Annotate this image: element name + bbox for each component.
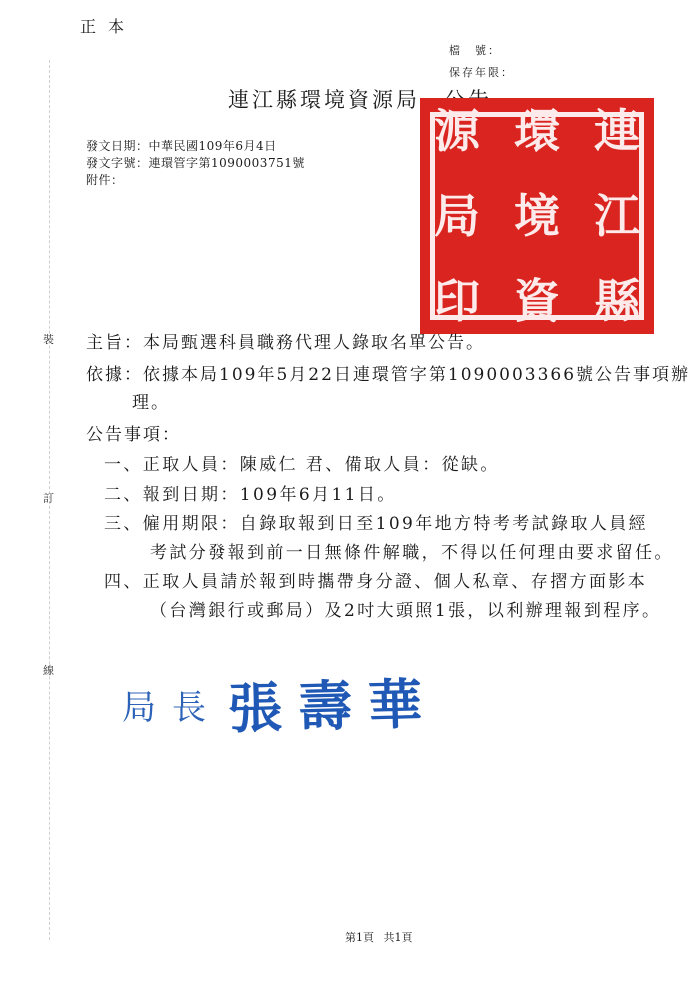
basis-line: 依據：依據本局109年5月22日連環管字第1090003366號公告事項辦 (86, 365, 691, 385)
seal-char: 江 (594, 189, 640, 243)
seal-char: 印 (434, 274, 480, 328)
subject-line: 主旨：本局甄選科員職務代理人錄取名單公告。 (86, 333, 485, 353)
attachment-label: 附件： (86, 173, 124, 187)
notice-items-title: 公告事項： (86, 425, 181, 445)
binding-mark-ding: 訂 (43, 492, 54, 505)
official-seal (420, 98, 654, 334)
director-signature-stamp: 張壽華 (227, 671, 439, 741)
copy-label: 正本 (80, 17, 137, 36)
seal-column (428, 104, 486, 328)
seal-column (508, 104, 566, 328)
issue-date: 發文日期：中華民國109年6月4日 (86, 139, 277, 153)
binding-mark-zhuang: 裝 (43, 333, 54, 346)
seal-char: 資 (514, 274, 560, 328)
agency-name: 連江縣環境資源局 (228, 88, 420, 112)
document-number: 發文字號：連環管字第1090003751號 (86, 156, 305, 170)
file-number-label: 檔 號： (449, 44, 501, 57)
page-info: 第1頁 共1頁 (345, 931, 413, 944)
notice-item-4: 四、正取人員請於報到時攜帶身分證、個人私章、存摺方面影本 (104, 572, 648, 592)
seal-column (588, 104, 646, 328)
seal-char: 環 (514, 104, 560, 158)
seal-characters (428, 104, 646, 328)
seal-char: 境 (514, 189, 560, 243)
basis-line-continued: 理。 (132, 393, 170, 413)
notice-item-1: 一、正取人員：陳威仁 君、備取人員：從缺。 (104, 455, 500, 475)
retention-label: 保存年限： (449, 66, 514, 79)
seal-char: 源 (434, 104, 480, 158)
notice-item-3: 三、僱用期限：自錄取報到日至109年地方特考考試錄取人員經 (104, 514, 649, 534)
notice-item-4-continued: （台灣銀行或郵局）及2吋大頭照1張，以利辦理報到程序。 (150, 601, 662, 621)
notice-item-2: 二、報到日期：109年6月11日。 (104, 485, 397, 505)
seal-char: 連 (594, 104, 640, 158)
director-title: 局長 (122, 688, 222, 728)
seal-char: 局 (434, 189, 480, 243)
binding-mark-xian: 線 (43, 664, 54, 677)
seal-char: 縣 (594, 274, 640, 328)
notice-item-3-continued: 考試分發報到前一日無條件解職，不得以任何理由要求留任。 (150, 543, 674, 563)
